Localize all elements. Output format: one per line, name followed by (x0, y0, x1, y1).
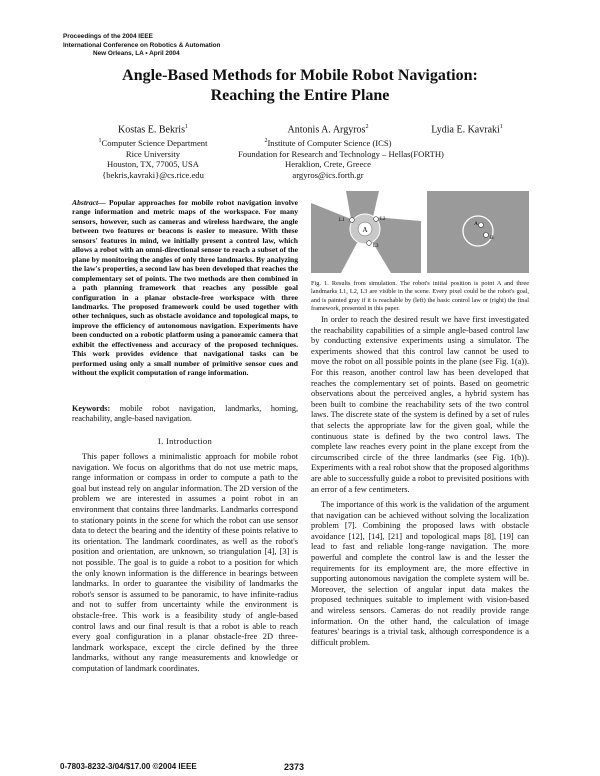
reachable-region (427, 191, 529, 273)
figure-1 (311, 191, 529, 273)
landmark-1-marker (350, 218, 355, 223)
keywords-text: mobile robot navigation, landmarks, homing, reachability, angle-based navigation. (72, 404, 298, 424)
section-heading: I. Introduction (157, 436, 213, 446)
author-name: Kostas E. Bekris (118, 124, 185, 136)
conference-line-1: Proceedings of the 2004 IEEE (63, 33, 153, 40)
conference-line-2: International Conference on Robotics & Automation (63, 41, 221, 49)
author-inst: Rice University (125, 148, 181, 159)
author-dept: Computer Science Department (101, 138, 208, 149)
intro-paragraph: This paper follows a minimalistic approach for mobile robot navigation. We focus on algorithms that do not use metric maps, range information or compass in order to compute a path to the goal but instead rely on angular information. The 2D version of the problem we are interested in assumes a point robot in an environment that contains three landmarks. Landmarks correspond to stationary points in the scene for which the robot can use sensor data to detect the bearing and the identity of these points relative to its orientation. The landmark coordinates, as well as the robot's position and orientation, are unknown, so triangulation [4], [3] is not possible. The goal is to guide a robot to a position for which the only known information is the difference in bearings between landmarks. In order to guarantee the visibility of landmarks the robot's sensor is assumed to be panoramic, to have infinite-radius and not to suffer from uncertainty while the environment is obstacle-free. This work is a feasibility study of angle-based control laws and our final result is that a robot is able to reach every goal configuration in a planar obstacle-free 2D three-landmark workspace, except the circle defined by the three landmarks, without any range measurements and knowledge or computation of landmark coordinates. (72, 452, 298, 673)
author-inst: Foundation for Research and Technology – Hellas(FORTH) (238, 148, 444, 159)
figure-1-graphic (311, 191, 529, 273)
author-name: Lydia E. Kavraki (431, 124, 500, 136)
abstract-text: Popular approaches for mobile robot navigation involve range information and metric maps of the workspace. For many sensors, however, such as cameras and wireless hardware, the angle between two features or beacons is easier to measure. With these sensors' features in mind, we initially present a control law, which allows a robot with an omni-directional sensor to reach a subset of the plane by monitoring the angles of only three landmarks. By analyzing the law's properties, a second law has been developed that reaches the complementary set of points. The two methods are then combined in a path planning framework that reaches any possible goal configuration in a planar obstacle-free workspace with three landmarks. The proposed framework could be used together with other techniques, such as obstacle avoidance and topological maps, to improve the efficiency of autonomous navigation. Experiments have been conducted on a robotic platform using a panoramic camera that exhibit the effectiveness and accuracy of the proposed techniques. This work provides evidence that navigational tasks can be performed using only a small number of primitive sensor cues and without the explicit computation of range information. (72, 198, 298, 378)
point-a-label: A (362, 226, 368, 234)
figure-panel-right (427, 191, 529, 273)
point-b (484, 233, 489, 238)
landmark-1-label: L1 (339, 218, 345, 223)
landmark-2-marker (374, 217, 379, 222)
author-bekris: Kostas E. Bekris$^1$ $^1$Computer Science Department Rice University Houston, TX, 77005, USA {bekris,kavraki}@cs.rice.edu (88, 121, 218, 180)
right-paragraph-2: The importance of this work is the validation of the argument that navigation can be achieved without solving the localization problem [7]. Combining the proposed laws with obstacle avoidance [12], [14], [21] and topological maps [8], [19] can lead to fast and reliable long-range navigation. The more powerful and complete the control law is and the lesser the requirements for its employment are, the more effective in supporting autonomous navigation the complete system will be. Moreover, the selection of angular input data makes the proposed techniques suitable to implement with vision-based and wireless sensors. Cameras do not readily provide range information. On the other hand, the calculation of image features' bearings is a trivial task, although correspondence is a difficult problem. (311, 500, 529, 647)
point-a-label: A (474, 221, 478, 227)
author-city: Houston, TX, 77005, USA (107, 159, 199, 170)
point-b-label: B (490, 235, 494, 241)
figure-panel-left (311, 191, 421, 273)
author-dept: Institute of Computer Science (ICS) (267, 138, 392, 149)
title-line-2: Reaching the Entire Plane (210, 87, 390, 104)
intro-column (72, 452, 298, 674)
right-paragraph-1: In order to reach the desired result we have first investigated the reachability capabilities of a simple angle-based control law by conducting extensive experiments using a simulator. The experiments showed that this control law cannot be used to move the robot on all possible points in the plane (see Fig. 1(a)). For this reason, another control law has been developed that reaches the complementary set of points. Based on geometric observations about the perceived angles, a hybrid system has been built to combine the reachability sets of the two control laws. The discrete state of the system is defined by a set of rules that selects the appropriate law for the given goal, while the continuous state is defined by the two control laws. The complete law reaches every point in the plane except from the circumscribed circle of the three landmarks (see Fig. 1(b)). Experiments with a real robot show that the proposed algorithms are able to successfully guide a robot to previsited positions with an error of a few centimeters. (311, 315, 529, 494)
paper-title (0, 66, 600, 106)
author-argyros: Antonis A. Argyros$^2$ $^2$Institute of Computer Science (ICS) Foundation for Research and Technology – Hellas(FORTH) Heraklion, Crete, Greece argyros@ics.forth.gr (238, 124, 444, 180)
author-kavraki: Lydia E. Kavraki$^1$ (431, 124, 503, 136)
point-a (479, 223, 484, 228)
footer-isbn: 0-7803-8232-3/04/$17.00 ©2004 IEEE (60, 762, 197, 771)
figure-caption: Fig. 1. Results from simulation. The robot's initial position is point A and three landmarks L1, L2, L3 are visible in the scene. Every pixel could be the robot's goal, and is painted gray if it is reachable by (left) the basic control law or (right) the final framework, presented in this paper. (311, 280, 529, 312)
keywords (72, 404, 298, 425)
author-name: Antonis A. Argyros (287, 124, 366, 136)
conference-line-3: New Orleans, LA • April 2004 (93, 50, 180, 58)
landmark-3-label: L3 (373, 244, 379, 249)
keywords-label: Keywords: (72, 404, 111, 413)
abstract (72, 198, 298, 378)
conference-header (63, 33, 220, 59)
page-number: 2373 (284, 762, 305, 772)
author-city: Heraklion, Crete, Greece (285, 159, 371, 170)
right-column (311, 315, 529, 653)
abstract-lead: Abstract— (72, 198, 106, 207)
author-email: argyros@ics.forth.gr (292, 169, 364, 180)
title-line-1: Angle-Based Methods for Mobile Robot Navigation: (122, 67, 478, 84)
author-email: {bekris,kavraki}@cs.rice.edu (102, 169, 204, 180)
landmark-3-marker (367, 241, 372, 246)
landmark-2-label: L2 (380, 217, 386, 222)
